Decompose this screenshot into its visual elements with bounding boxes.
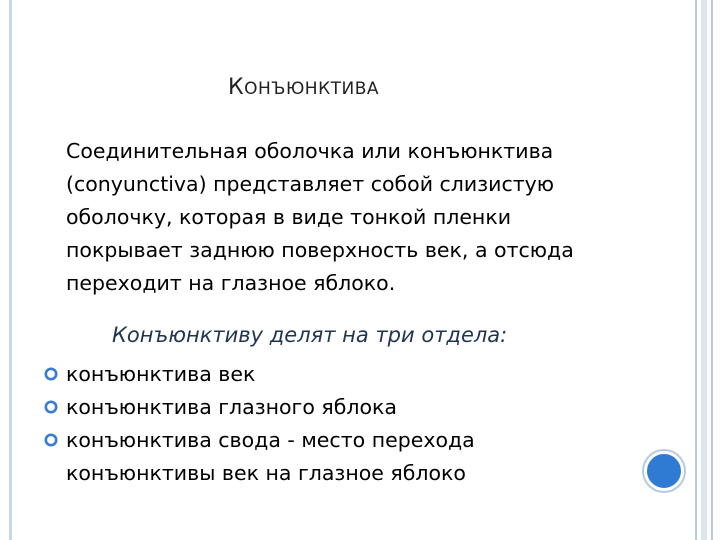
blue-circle-icon (644, 451, 684, 491)
title-first-letter: К (228, 75, 245, 100)
bullet-item (44, 391, 475, 424)
body-paragraph (66, 135, 676, 300)
gear-bullet-icon (44, 433, 58, 447)
body-line: переходит на глазное яблоко. (66, 271, 396, 295)
bullet-item (44, 358, 475, 391)
section-subtitle: Конъюнктиву делят на три отдела: (112, 323, 508, 347)
gear-bullet-icon (44, 367, 58, 381)
gear-bullet-icon (44, 400, 58, 414)
body-line: Соединительная оболочка или конъюнктива (66, 139, 554, 163)
right-border-line (711, 0, 713, 540)
bullet-text: конъюнктива век (66, 362, 256, 386)
bullet-item (44, 424, 475, 457)
right-border-outer (695, 0, 697, 540)
left-border (9, 0, 12, 540)
bullet-continuation-text: конъюнктивы век на глазное яблоко (66, 461, 466, 485)
body-line: оболочку, которая в виде тонкой пленки (66, 205, 512, 229)
body-line: (conyunctiva) представляет собой слизистую (66, 172, 555, 196)
title-rest: ОНЪЮНКТИВА (244, 79, 380, 99)
body-line: покрывает заднюю поверхность век, а отсюда (66, 238, 574, 262)
slide-title (228, 75, 379, 100)
bullet-continuation (44, 457, 475, 490)
right-border-inner (701, 0, 707, 540)
bullet-text: конъюнктива свода - место перехода (66, 428, 475, 452)
bullet-list (44, 358, 475, 490)
bullet-text: конъюнктива глазного яблока (66, 395, 397, 419)
